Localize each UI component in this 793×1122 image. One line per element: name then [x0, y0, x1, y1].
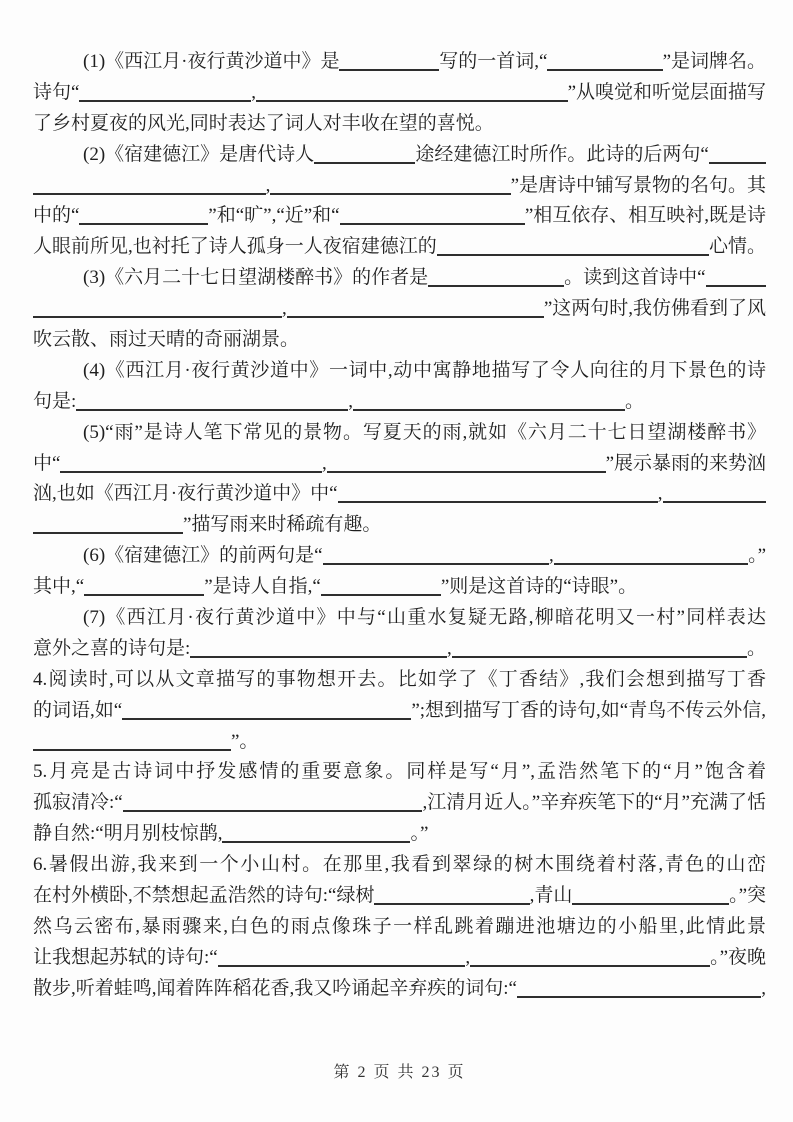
text-segment: ”是诗人自指,“ [204, 576, 321, 598]
text-segment: 。 [746, 637, 766, 659]
fill-in-blank [323, 563, 549, 565]
fill-in-blank [33, 316, 282, 318]
text-segment: , [761, 977, 766, 999]
text-line [33, 263, 766, 294]
text-segment: 静自然:“明月别枝惊鹊, [33, 823, 223, 845]
fill-in-blank [547, 69, 662, 71]
text-segment: 心情。 [708, 236, 766, 258]
fill-in-blank [338, 501, 658, 503]
fill-in-blank [452, 656, 747, 658]
text-segment: (3)《六月二十七日望湖楼醉书》的作者是 [83, 267, 429, 289]
text-line [33, 140, 766, 171]
page-number-footer: 第 2 页 共 23 页 [333, 1063, 466, 1081]
fill-in-blank [353, 409, 625, 411]
text-segment: ”是唐诗中铺写景物的名句。其 [510, 174, 766, 196]
text-segment: 汹,也如《西江月·夜行黄沙道中》中“ [33, 483, 338, 505]
fill-in-blank [437, 254, 709, 256]
text-segment: 。” [748, 545, 766, 567]
text-segment: 6.暑假出游,我来到一个小山村。在那里,我看到翠绿的树木围绕着村落,青色的山峦 [33, 854, 766, 876]
text-segment: ”这两句时,我仿佛看到了风 [543, 298, 766, 320]
text-segment: (1)《西江月·夜行黄沙道中》是 [83, 51, 340, 72]
text-segment: 在村外横卧,不禁想起孟浩然的诗句:“绿树 [33, 885, 375, 907]
text-segment: ,青山 [529, 885, 573, 907]
text-segment: , [657, 483, 663, 505]
text-line [33, 572, 766, 603]
text-segment: ”展示暴雨的来势汹 [605, 452, 766, 474]
fill-in-blank [709, 162, 766, 164]
text-line [33, 757, 766, 788]
fill-in-blank [321, 594, 441, 596]
text-line [33, 171, 766, 202]
fill-in-blank [663, 501, 767, 503]
text-segment: , [322, 452, 327, 474]
text-segment: 中的“ [33, 205, 80, 227]
document-body [33, 47, 766, 1005]
text-segment: 途经建德江时所作。此诗的后两句“ [415, 143, 709, 165]
text-segment: , [465, 946, 471, 968]
fill-in-blank [76, 409, 348, 411]
text-segment: 然乌云密布,暴雨骤来,白色的雨点像珠子一样乱跳着蹦进池塘边的小船里,此情此景 [33, 915, 766, 937]
text-segment: , [265, 174, 271, 196]
text-segment: ”是词牌名。 [662, 51, 766, 72]
text-segment: , [251, 81, 257, 103]
fill-in-blank [554, 563, 748, 565]
text-segment: 了乡村夏夜的风光,同时表达了词人对丰收在望的喜悦。 [33, 112, 494, 134]
text-segment: 5.月亮是古诗词中抒发感情的重要意象。同样是写“月”,孟浩然笔下的“月”饱含着 [33, 761, 766, 783]
text-segment: 。”突 [729, 885, 766, 907]
fill-in-blank [256, 100, 568, 102]
text-segment: ”。 [231, 730, 259, 752]
fill-in-blank [339, 69, 439, 71]
text-line [33, 943, 766, 974]
fill-in-blank [33, 749, 231, 751]
text-segment: ”从嗅觉和听觉层面描写 [567, 81, 766, 103]
text-segment: 。读到这首诗中“ [564, 267, 706, 289]
text-line [33, 47, 766, 78]
text-line [33, 788, 766, 819]
text-segment: , [549, 545, 554, 567]
text-segment: 。 [625, 390, 645, 412]
fill-in-blank [60, 471, 322, 473]
text-line [33, 201, 766, 232]
text-line [33, 325, 766, 356]
fill-in-blank [706, 285, 766, 287]
fill-in-blank [270, 193, 510, 195]
fill-in-blank [222, 841, 410, 843]
text-line [33, 418, 766, 449]
text-segment: 诗句“ [33, 81, 80, 103]
text-segment: ”相互依存、相互映衬,既是诗 [524, 205, 766, 227]
fill-in-blank [190, 656, 447, 658]
fill-in-blank [84, 594, 204, 596]
text-segment: 孤寂清冷:“ [33, 792, 123, 814]
text-segment: 中“ [33, 452, 61, 474]
text-segment: 吹云散、雨过天晴的奇丽湖景。 [33, 329, 300, 351]
text-segment: 4.阅读时,可以从文章描写的事物想开去。比如学了《丁香结》,我们会想到描写丁香 [33, 668, 766, 690]
fill-in-blank [33, 193, 266, 195]
text-line [33, 727, 766, 758]
text-line [33, 696, 766, 727]
fill-in-blank [470, 965, 710, 967]
text-segment: (4)《西江月·夜行黄沙道中》一词中,动中寓静地描写了令人向往的月下景色的诗 [83, 359, 766, 381]
text-segment: ”和“旷”,“近”和“ [208, 205, 340, 227]
fill-in-blank [33, 532, 183, 534]
text-segment: 意外之喜的诗句是: [33, 637, 191, 659]
text-segment: 。”夜晚 [710, 946, 766, 968]
fill-in-blank [428, 285, 564, 287]
text-line [33, 974, 766, 1005]
text-segment: ”描写雨来时稀疏有趣。 [183, 514, 382, 536]
fill-in-blank [218, 965, 466, 967]
fill-in-blank [572, 903, 729, 905]
text-segment: 人眼前所见,也衬托了诗人孤身一人夜宿建德江的 [33, 236, 437, 258]
fill-in-blank [340, 223, 525, 225]
text-line [33, 232, 766, 263]
text-line [33, 665, 766, 696]
text-line [33, 387, 766, 418]
text-segment: (5)“雨”是诗人笔下常见的景物。写夏天的雨,就如《六月二十七日望湖楼醉书》 [83, 421, 766, 443]
fill-in-blank [123, 810, 423, 812]
text-line [33, 541, 766, 572]
text-segment: , [281, 298, 287, 320]
text-segment: , [446, 637, 452, 659]
text-segment: ,江清月近人。”辛弃疾笔下的“月”充满了恬 [422, 792, 766, 814]
fill-in-blank [122, 718, 411, 720]
text-segment: 。” [410, 823, 429, 845]
text-line [33, 912, 766, 943]
text-line [33, 819, 766, 850]
text-segment: ”则是这首诗的“诗眼”。 [440, 576, 638, 598]
text-line [33, 109, 766, 140]
text-line [33, 881, 766, 912]
text-segment: 的词语,如“ [33, 699, 123, 721]
text-segment: 其中,“ [33, 576, 85, 598]
text-line [33, 479, 766, 510]
text-segment: (7)《西江月·夜行黄沙道中》中与“山重水复疑无路,柳暗花明又一村”同样表达 [83, 607, 766, 629]
text-line [33, 603, 766, 634]
text-segment: 写的一首词,“ [439, 51, 548, 72]
text-line [33, 356, 766, 387]
fill-in-blank [287, 316, 544, 318]
text-segment: (2)《宿建德江》是唐代诗人 [83, 143, 315, 165]
fill-in-blank [79, 223, 208, 225]
text-segment: ”;想到描写丁香的诗句,如“青鸟不传云外信, [411, 699, 766, 721]
text-line [33, 510, 766, 541]
text-segment: 句是: [33, 390, 77, 412]
fill-in-blank [374, 903, 529, 905]
text-segment: (6)《宿建德江》的前两句是“ [83, 545, 323, 567]
text-line [33, 850, 766, 881]
text-line [33, 294, 766, 325]
text-line [33, 634, 766, 665]
text-segment: 散步,听着蛙鸣,闻着阵阵稻花香,我又吟诵起辛弃疾的词句:“ [33, 977, 517, 999]
fill-in-blank [327, 471, 606, 473]
fill-in-blank [314, 162, 415, 164]
text-segment: , [348, 390, 354, 412]
fill-in-blank [79, 100, 251, 102]
text-line [33, 78, 766, 109]
text-line [33, 449, 766, 480]
fill-in-blank [517, 996, 761, 998]
text-segment: 让我想起苏轼的诗句:“ [33, 946, 218, 968]
